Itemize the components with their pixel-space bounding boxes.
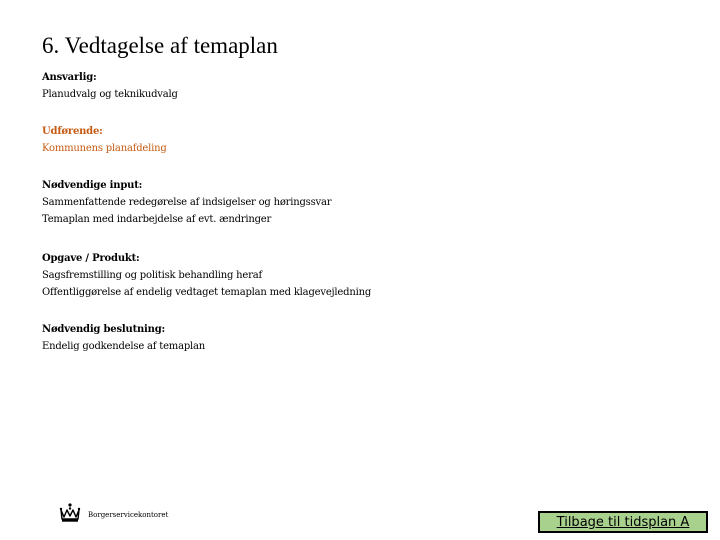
section-heading: Nødvendige input: [42, 180, 143, 191]
section-responsible [42, 72, 178, 106]
section-line: Planudvalg og teknikudvalg [42, 89, 178, 100]
section-executor [42, 126, 167, 160]
section-line: Temaplan med indarbejdelse af evt. ændringer [42, 214, 272, 225]
crown-icon [58, 503, 82, 523]
section-heading: Nødvendig beslutning: [42, 324, 166, 335]
section-line: Sammenfattende redegørelse af indsigelser og høringssvar [42, 197, 332, 208]
section-heading: Ansvarlig: [42, 72, 97, 83]
section-heading: Udførende: [42, 126, 103, 137]
section-task-product [42, 253, 371, 304]
page-title: 6. Vedtagelse af temaplan [42, 33, 278, 58]
section-required-decision [42, 324, 205, 358]
back-to-schedule-button[interactable]: Tilbage til tidsplan A [538, 511, 708, 533]
section-line: Sagsfremstilling og politisk behandling heraf [42, 270, 262, 281]
ministry-name: Borgerservicekontoret [88, 511, 169, 519]
section-line: Offentliggørelse af endelig vedtaget temaplan med klagevejledning [42, 287, 372, 298]
section-required-input [42, 180, 331, 231]
section-line: Kommunens planafdeling [42, 143, 167, 154]
section-line: Endelig godkendelse af temaplan [42, 341, 206, 352]
section-heading: Opgave / Produkt: [42, 253, 140, 264]
